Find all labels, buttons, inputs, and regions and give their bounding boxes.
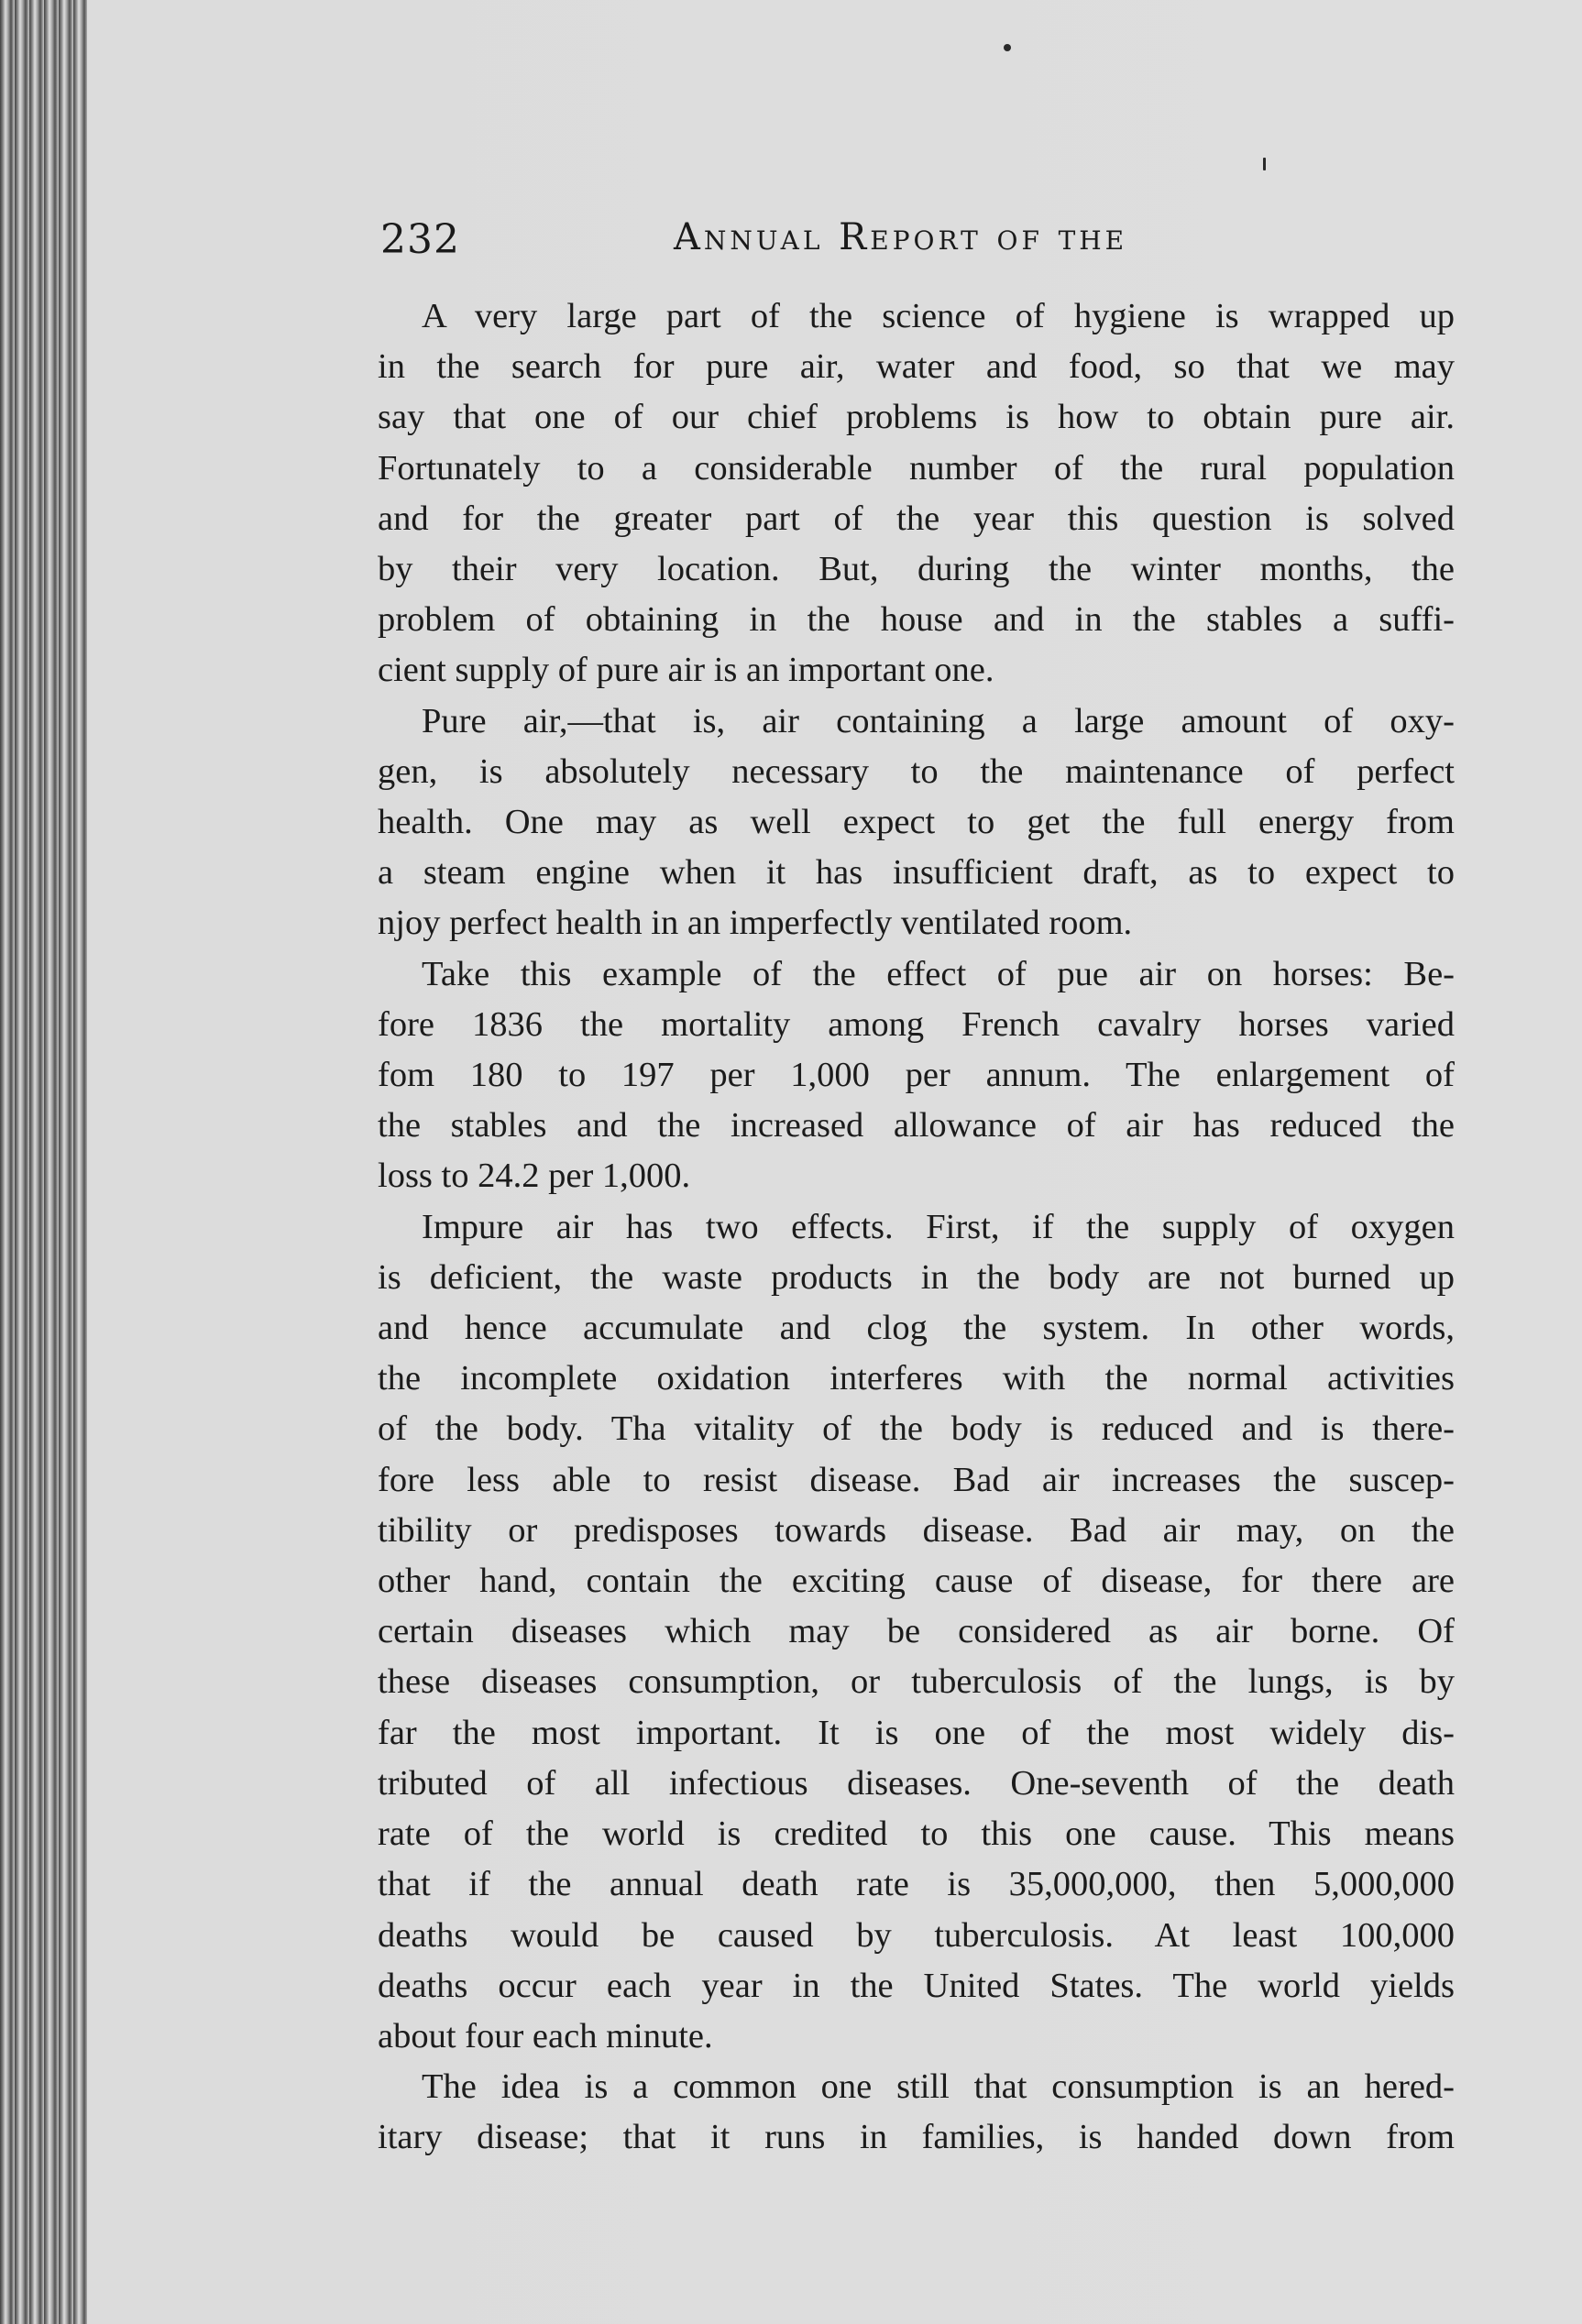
text-line: deaths would be caused by tuberculosis. At least 100,000 xyxy=(378,1915,1455,1955)
ink-speck xyxy=(1004,44,1011,51)
text-line: deaths occur each year in the United States. The world yields xyxy=(378,1966,1455,2005)
text-line: these diseases consumption, or tuberculosis of the lungs, is by xyxy=(378,1662,1455,1702)
text-line: far the most important. It is one of the most widely dis- xyxy=(378,1713,1455,1752)
book-binding-edge xyxy=(0,0,87,2324)
text-line: Impure air has two effects. First, if the supply of oxygen xyxy=(422,1207,1455,1246)
text-line: about four each minute. xyxy=(378,2016,713,2055)
paragraph xyxy=(378,2062,1455,2163)
text-line: of the body. Tha vitality of the body is reduced and is there- xyxy=(378,1409,1455,1449)
text-line: cient supply of pure air is an important one. xyxy=(378,651,994,690)
text-line: Take this example of the effect of pue air on horses: Be- xyxy=(422,954,1455,993)
text-line: The idea is a common one still that consumption is an hered- xyxy=(422,2067,1455,2107)
text-line: Pure air,—that is, air containing a large amount of oxy- xyxy=(422,701,1455,740)
paragraph xyxy=(378,291,1455,696)
text-line: tibility or predisposes towards disease. Bad air may, on the xyxy=(378,1510,1455,1550)
text-line: and hence accumulate and clog the system. In other words, xyxy=(378,1309,1455,1348)
text-line: fom 180 to 197 per 1,000 per annum. The enlargement of xyxy=(378,1056,1455,1095)
text-line: itary disease; that it runs in families, is handed down from xyxy=(378,2118,1455,2157)
text-line: njoy perfect health in an imperfectly ventilated room. xyxy=(378,904,1133,943)
paragraph xyxy=(378,696,1455,949)
page-header xyxy=(380,216,1462,271)
text-line: the incomplete oxidation interferes with the normal activities xyxy=(378,1359,1455,1398)
text-line: that if the annual death rate is 35,000,000, then 5,000,000 xyxy=(378,1865,1455,1904)
text-line: rate of the world is credited to this one cause. This means xyxy=(378,1814,1455,1854)
running-head: Annual Report of the xyxy=(674,216,1128,258)
text-line: fore less able to resist disease. Bad air increases the suscep- xyxy=(378,1460,1455,1499)
ink-speck xyxy=(1263,158,1266,170)
body-text xyxy=(378,291,1455,2164)
text-line: gen, is absolutely necessary to the maintenance of perfect xyxy=(378,751,1455,791)
text-line: problem of obtaining in the house and in the stables a suffi- xyxy=(378,600,1455,640)
paragraph xyxy=(378,949,1455,1202)
paragraph xyxy=(378,1202,1455,2062)
page-number: 232 xyxy=(380,216,460,263)
text-line: certain diseases which may be considered as air borne. Of xyxy=(378,1612,1455,1651)
text-line: health. One may as well expect to get the full energy from xyxy=(378,803,1455,842)
text-line: is deficient, the waste products in the body are not burned up xyxy=(378,1257,1455,1297)
text-line: in the search for pure air, water and food, so that we may xyxy=(378,347,1455,387)
text-line: a steam engine when it has insufficient draft, as to expect to xyxy=(378,853,1455,893)
text-line: loss to 24.2 per 1,000. xyxy=(378,1157,691,1196)
text-line: by their very location. But, during the winter months, the xyxy=(378,550,1455,589)
text-line: Fortunately to a considerable number of the rural population xyxy=(378,448,1455,488)
text-line: tributed of all infectious diseases. One-seventh of the death xyxy=(378,1763,1455,1803)
text-line: and for the greater part of the year this question is solved xyxy=(378,499,1455,538)
text-line: A very large part of the science of hygiene is wrapped up xyxy=(422,297,1455,335)
text-line: fore 1836 the mortality among French cavalry horses varied xyxy=(378,1004,1455,1044)
text-line: the stables and the increased allowance of air has reduced the xyxy=(378,1106,1455,1146)
text-line: say that one of our chief problems is how to obtain pure air. xyxy=(378,398,1455,437)
text-line: other hand, contain the exciting cause of disease, for there are xyxy=(378,1562,1455,1601)
